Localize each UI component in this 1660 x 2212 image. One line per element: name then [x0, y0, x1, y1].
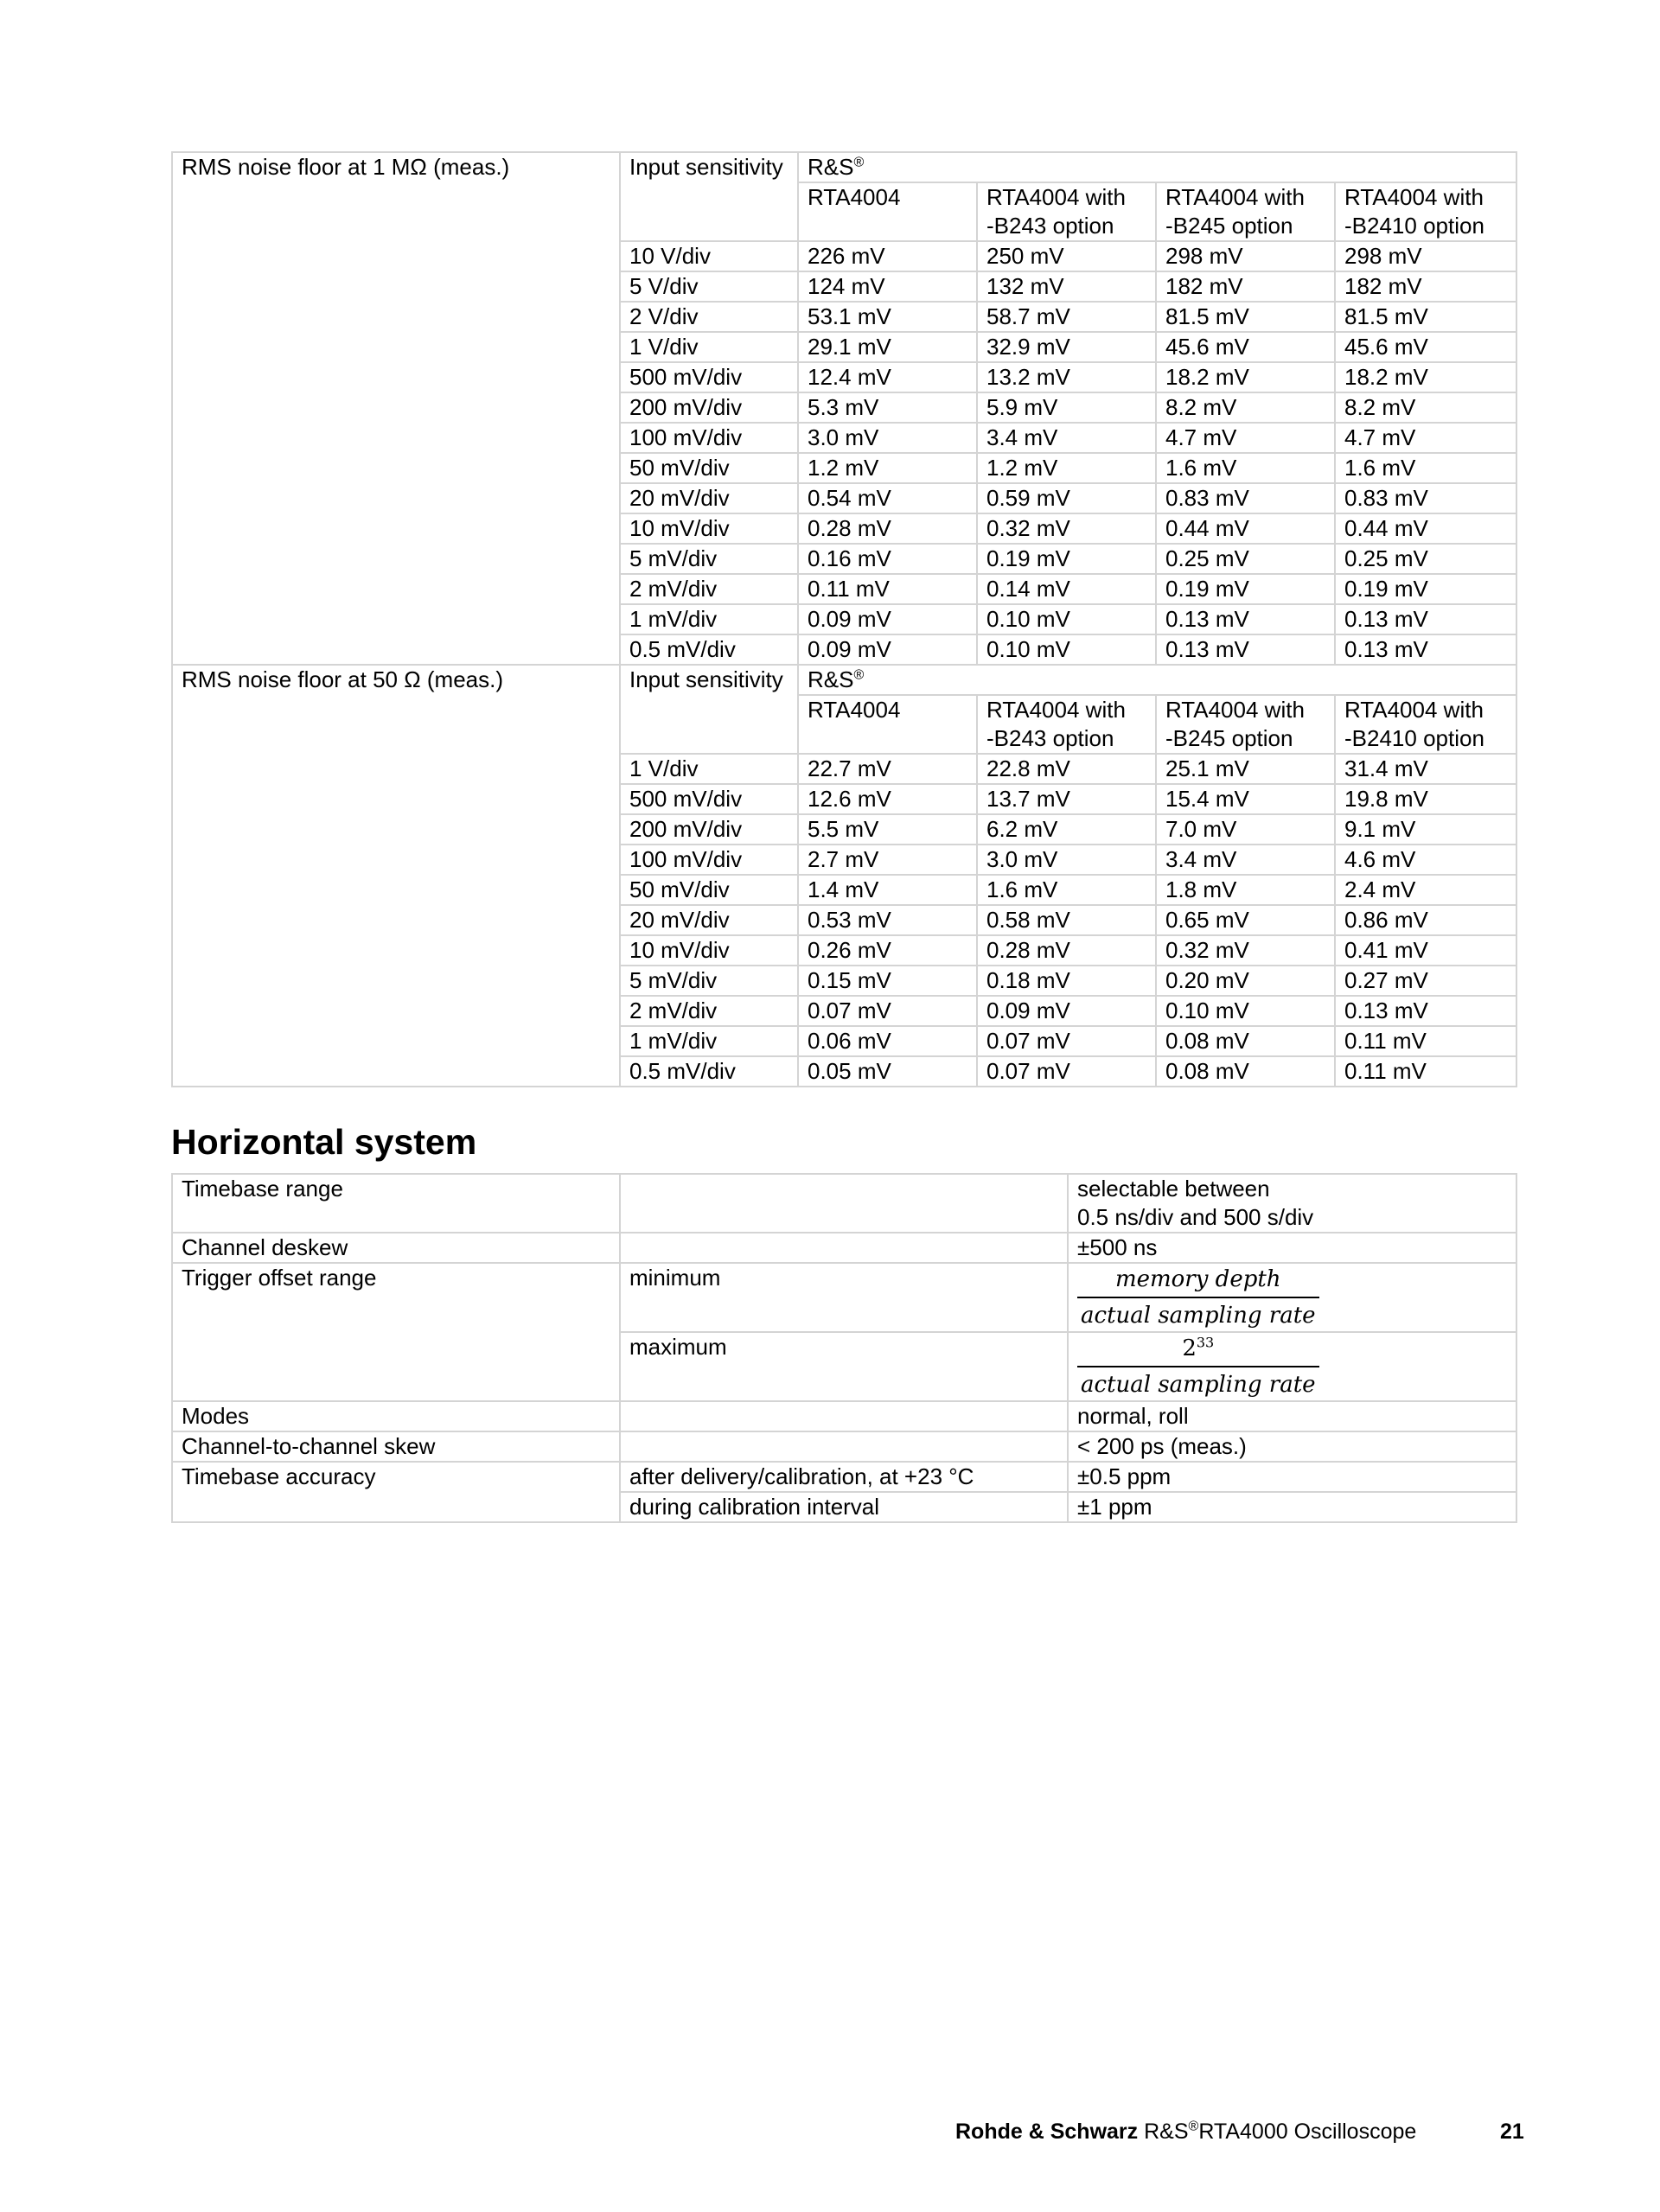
noise-value-cell: 0.06 mV [798, 1026, 977, 1056]
noise-value-cell: 0.53 mV [798, 905, 977, 935]
parameter-label: RMS noise floor at 50 Ω (meas.) [172, 665, 620, 1087]
noise-value-cell: 1.8 mV [1156, 875, 1335, 905]
noise-value-cell: 3.0 mV [977, 845, 1156, 875]
noise-value-cell: 81.5 mV [1156, 302, 1335, 332]
column-header [1335, 182, 1516, 241]
sensitivity-cell: 2 mV/div [620, 574, 798, 604]
noise-value-cell: 18.2 mV [1156, 362, 1335, 392]
empty-cell [620, 1174, 1068, 1233]
timebase-accuracy-value: ±1 ppm [1068, 1492, 1516, 1522]
sensitivity-cell: 10 V/div [620, 241, 798, 271]
noise-value-cell: 8.2 mV [1335, 392, 1516, 423]
trigger-offset-label: Trigger offset range [172, 1263, 620, 1401]
noise-value-cell: 0.11 mV [1335, 1026, 1516, 1056]
empty-cell [620, 1401, 1068, 1431]
fraction-numerator [1077, 1333, 1319, 1364]
noise-value-cell: 182 mV [1335, 271, 1516, 302]
noise-value-cell: 0.19 mV [1335, 574, 1516, 604]
brand-name: R&S [808, 154, 854, 180]
sensitivity-cell: 200 mV/div [620, 392, 798, 423]
table-row [172, 1462, 1516, 1492]
noise-value-cell: 25.1 mV [1156, 754, 1335, 784]
noise-value-cell: 0.44 mV [1335, 513, 1516, 544]
brand-mark: ® [853, 155, 865, 170]
section-heading-horizontal-system: Horizontal system [171, 1122, 477, 1162]
fraction-denominator: actual sampling rate [1081, 1303, 1316, 1329]
column-header-line2: -B243 option [986, 725, 1114, 751]
noise-value-cell: 1.6 mV [1156, 453, 1335, 483]
column-header-line1: RTA4004 with [1165, 697, 1305, 723]
column-header-line1: RTA4004 [808, 184, 901, 210]
noise-value-cell: 9.1 mV [1335, 814, 1516, 845]
noise-value-cell: 0.44 mV [1156, 513, 1335, 544]
noise-value-cell: 18.2 mV [1335, 362, 1516, 392]
channel-deskew-label: Channel deskew [172, 1233, 620, 1263]
column-header-line2: -B2410 option [1344, 725, 1484, 751]
noise-value-cell: 0.54 mV [798, 483, 977, 513]
noise-value-cell: 4.7 mV [1156, 423, 1335, 453]
fraction-denominator: actual sampling rate [1081, 1372, 1316, 1398]
noise-value-cell: 0.08 mV [1156, 1026, 1335, 1056]
sensitivity-cell: 0.5 mV/div [620, 1056, 798, 1087]
sensitivity-cell: 10 mV/div [620, 935, 798, 966]
page-number: 21 [1500, 2120, 1524, 2144]
noise-value-cell: 0.07 mV [977, 1056, 1156, 1087]
noise-value-cell: 3.4 mV [977, 423, 1156, 453]
channel-deskew-value: ±500 ns [1068, 1233, 1516, 1263]
noise-value-cell: 0.19 mV [977, 544, 1156, 574]
noise-value-cell: 3.4 mV [1156, 845, 1335, 875]
trigger-offset-min-label: minimum [620, 1263, 1068, 1332]
empty-cell [620, 1233, 1068, 1263]
timebase-range-value [1068, 1174, 1516, 1233]
noise-value-cell: 7.0 mV [1156, 814, 1335, 845]
noise-value-cell: 0.13 mV [1335, 996, 1516, 1026]
noise-value-cell: 0.20 mV [1156, 966, 1335, 996]
noise-value-cell: 12.4 mV [798, 362, 977, 392]
noise-value-cell: 0.41 mV [1335, 935, 1516, 966]
trigger-offset-max-label: maximum [620, 1332, 1068, 1401]
horizontal-system-table [171, 1173, 1517, 1523]
noise-value-cell: 15.4 mV [1156, 784, 1335, 814]
column-header-line2: -B245 option [1165, 213, 1293, 239]
table-row [172, 1233, 1516, 1263]
noise-value-cell: 8.2 mV [1156, 392, 1335, 423]
noise-value-cell: 1.2 mV [977, 453, 1156, 483]
sensitivity-cell: 1 V/div [620, 332, 798, 362]
table-header-row [172, 152, 1516, 182]
noise-value-cell: 3.0 mV [798, 423, 977, 453]
noise-value-cell: 29.1 mV [798, 332, 977, 362]
noise-value-cell: 4.6 mV [1335, 845, 1516, 875]
noise-value-cell: 5.3 mV [798, 392, 977, 423]
fraction-numerator: memory depth [1114, 1266, 1281, 1292]
column-header-line2 [808, 212, 967, 240]
sensitivity-cell: 100 mV/div [620, 423, 798, 453]
sensitivity-cell: 50 mV/div [620, 453, 798, 483]
footer-product: RTA4000 Oscilloscope [1198, 2120, 1417, 2144]
noise-value-cell: 0.65 mV [1156, 905, 1335, 935]
noise-value-cell: 45.6 mV [1335, 332, 1516, 362]
noise-value-cell: 13.7 mV [977, 784, 1156, 814]
noise-value-cell: 81.5 mV [1335, 302, 1516, 332]
brand-header [798, 665, 1516, 695]
column-header [1156, 182, 1335, 241]
empty-cell [620, 1431, 1068, 1462]
noise-value-cell: 6.2 mV [977, 814, 1156, 845]
sensitivity-cell: 0.5 mV/div [620, 634, 798, 665]
noise-value-cell: 22.8 mV [977, 754, 1156, 784]
noise-value-cell: 0.25 mV [1156, 544, 1335, 574]
noise-value-cell: 0.15 mV [798, 966, 977, 996]
timebase-range-label: Timebase range [172, 1174, 620, 1233]
noise-value-cell: 0.27 mV [1335, 966, 1516, 996]
noise-value-cell: 0.32 mV [1156, 935, 1335, 966]
noise-value-cell: 2.4 mV [1335, 875, 1516, 905]
noise-value-cell: 0.09 mV [798, 604, 977, 634]
noise-value-cell: 2.7 mV [798, 845, 977, 875]
noise-value-cell: 0.10 mV [977, 604, 1156, 634]
noise-value-cell: 0.11 mV [1335, 1056, 1516, 1087]
footer-brand-mark: ® [1188, 2119, 1199, 2134]
sensitivity-cell: 20 mV/div [620, 483, 798, 513]
column-header-line1: RTA4004 with [986, 184, 1126, 210]
noise-value-cell: 0.83 mV [1335, 483, 1516, 513]
noise-value-cell: 0.83 mV [1156, 483, 1335, 513]
parameter-label: RMS noise floor at 1 MΩ (meas.) [172, 152, 620, 665]
sensitivity-cell: 50 mV/div [620, 875, 798, 905]
column-header-line2 [808, 724, 967, 753]
noise-value-cell: 0.09 mV [798, 634, 977, 665]
sensitivity-cell: 5 V/div [620, 271, 798, 302]
noise-value-cell: 1.6 mV [977, 875, 1156, 905]
footer-brand: R&S [1144, 2120, 1189, 2144]
noise-value-cell: 124 mV [798, 271, 977, 302]
noise-value-cell: 0.09 mV [977, 996, 1156, 1026]
table-row [172, 1263, 1516, 1332]
noise-value-cell: 19.8 mV [1335, 784, 1516, 814]
noise-value-cell: 0.19 mV [1156, 574, 1335, 604]
noise-value-cell: 0.13 mV [1156, 604, 1335, 634]
noise-value-cell: 0.07 mV [977, 1026, 1156, 1056]
noise-value-cell: 0.86 mV [1335, 905, 1516, 935]
table-row [172, 1431, 1516, 1462]
column-header [1335, 695, 1516, 754]
modes-label: Modes [172, 1401, 620, 1431]
brand-header [798, 152, 1516, 182]
fraction-bar [1077, 1366, 1319, 1367]
noise-value-cell: 1.2 mV [798, 453, 977, 483]
sensitivity-cell: 5 mV/div [620, 544, 798, 574]
sensitivity-cell: 20 mV/div [620, 905, 798, 935]
sensitivity-header: Input sensitivity [620, 665, 798, 754]
noise-value-cell: 22.7 mV [798, 754, 977, 784]
sensitivity-cell: 10 mV/div [620, 513, 798, 544]
noise-value-cell: 0.10 mV [977, 634, 1156, 665]
noise-value-cell: 31.4 mV [1335, 754, 1516, 784]
sensitivity-cell: 200 mV/div [620, 814, 798, 845]
noise-value-cell: 182 mV [1156, 271, 1335, 302]
sensitivity-cell: 5 mV/div [620, 966, 798, 996]
noise-value-cell: 0.05 mV [798, 1056, 977, 1087]
column-header [798, 182, 977, 241]
brand-name: R&S [808, 666, 854, 692]
noise-value-cell: 53.1 mV [798, 302, 977, 332]
noise-value-cell: 0.26 mV [798, 935, 977, 966]
column-header-line1: RTA4004 with [1344, 697, 1484, 723]
noise-value-cell: 13.2 mV [977, 362, 1156, 392]
modes-value: normal, roll [1068, 1401, 1516, 1431]
noise-value-cell: 0.28 mV [977, 935, 1156, 966]
noise-value-cell: 0.58 mV [977, 905, 1156, 935]
footer-company: Rohde & Schwarz [955, 2120, 1139, 2144]
noise-value-cell: 0.07 mV [798, 996, 977, 1026]
skew-label: Channel-to-channel skew [172, 1431, 620, 1462]
column-header-line2: -B243 option [986, 213, 1114, 239]
noise-value-cell: 1.4 mV [798, 875, 977, 905]
noise-value-cell: 0.08 mV [1156, 1056, 1335, 1087]
power-base: 2 [1182, 1335, 1197, 1361]
page-content [171, 151, 1516, 1523]
noise-value-cell: 0.14 mV [977, 574, 1156, 604]
timebase-accuracy-condition: after delivery/calibration, at +23 °C [620, 1462, 1068, 1492]
timebase-accuracy-value: ±0.5 ppm [1068, 1462, 1516, 1492]
timebase-range-value-line2: 0.5 ns/div and 500 s/div [1077, 1204, 1314, 1230]
column-header [977, 695, 1156, 754]
timebase-accuracy-condition: during calibration interval [620, 1492, 1068, 1522]
sensitivity-cell: 1 mV/div [620, 1026, 798, 1056]
column-header-line1: RTA4004 with [1344, 184, 1484, 210]
noise-value-cell: 0.25 mV [1335, 544, 1516, 574]
noise-value-cell: 0.11 mV [798, 574, 977, 604]
column-header [977, 182, 1156, 241]
noise-floor-table [171, 151, 1517, 1087]
noise-value-cell: 0.28 mV [798, 513, 977, 544]
noise-value-cell: 0.13 mV [1335, 634, 1516, 665]
noise-value-cell: 32.9 mV [977, 332, 1156, 362]
brand-mark: ® [853, 667, 865, 683]
noise-value-cell: 226 mV [798, 241, 977, 271]
noise-value-cell: 0.18 mV [977, 966, 1156, 996]
column-header-line1: RTA4004 with [1165, 184, 1305, 210]
noise-value-cell: 0.32 mV [977, 513, 1156, 544]
noise-value-cell: 0.13 mV [1335, 604, 1516, 634]
page-footer [955, 2120, 1416, 2145]
noise-value-cell: 45.6 mV [1156, 332, 1335, 362]
sensitivity-cell: 500 mV/div [620, 784, 798, 814]
skew-value: < 200 ps (meas.) [1068, 1431, 1516, 1462]
fraction [1077, 1264, 1319, 1331]
column-header-line1: RTA4004 [808, 697, 901, 723]
sensitivity-cell: 1 V/div [620, 754, 798, 784]
fraction [1077, 1333, 1319, 1400]
noise-value-cell: 298 mV [1156, 241, 1335, 271]
timebase-accuracy-label: Timebase accuracy [172, 1462, 620, 1522]
sensitivity-cell: 500 mV/div [620, 362, 798, 392]
noise-value-cell: 0.10 mV [1156, 996, 1335, 1026]
noise-value-cell: 132 mV [977, 271, 1156, 302]
sensitivity-header: Input sensitivity [620, 152, 798, 241]
column-header [798, 695, 977, 754]
noise-value-cell: 12.6 mV [798, 784, 977, 814]
fraction-bar [1077, 1297, 1319, 1298]
noise-value-cell: 0.16 mV [798, 544, 977, 574]
noise-value-cell: 250 mV [977, 241, 1156, 271]
column-header-line2: -B245 option [1165, 725, 1293, 751]
power-exponent: 33 [1196, 1334, 1215, 1351]
trigger-offset-max-formula [1068, 1332, 1516, 1401]
noise-value-cell: 4.7 mV [1335, 423, 1516, 453]
table-header-row [172, 665, 1516, 695]
sensitivity-cell: 1 mV/div [620, 604, 798, 634]
column-header-line2: -B2410 option [1344, 213, 1484, 239]
noise-value-cell: 5.9 mV [977, 392, 1156, 423]
noise-value-cell: 0.13 mV [1156, 634, 1335, 665]
column-header-line1: RTA4004 with [986, 697, 1126, 723]
trigger-offset-min-formula [1068, 1263, 1516, 1332]
sensitivity-cell: 2 V/div [620, 302, 798, 332]
table-row [172, 1401, 1516, 1431]
column-header [1156, 695, 1335, 754]
noise-value-cell: 5.5 mV [798, 814, 977, 845]
table-row [172, 1174, 1516, 1233]
sensitivity-cell: 100 mV/div [620, 845, 798, 875]
noise-value-cell: 0.59 mV [977, 483, 1156, 513]
noise-value-cell: 298 mV [1335, 241, 1516, 271]
timebase-range-value-line1: selectable between [1077, 1176, 1270, 1202]
noise-value-cell: 58.7 mV [977, 302, 1156, 332]
noise-value-cell: 1.6 mV [1335, 453, 1516, 483]
sensitivity-cell: 2 mV/div [620, 996, 798, 1026]
